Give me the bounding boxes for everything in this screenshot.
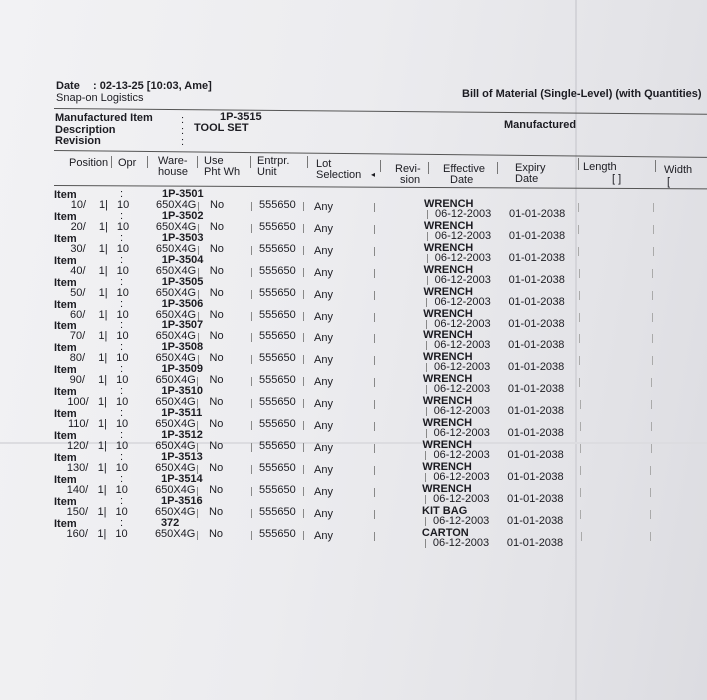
effective-date: 06-12-2003 [433, 514, 490, 527]
opr-value: 10 [116, 308, 129, 321]
unit-value: 555650 [259, 264, 296, 277]
opr-value: 10 [115, 505, 128, 518]
use-value: No [209, 330, 224, 343]
lot-value: Any [314, 376, 333, 389]
position-text: 130/ [66, 461, 89, 474]
position-text: 40/ [70, 264, 86, 277]
opr-value: 10 [115, 461, 128, 474]
effective-date: 06-12-2003 [433, 449, 490, 462]
effective-date: 06-12-2003 [434, 295, 491, 308]
item-number: 1P-3514 [161, 472, 203, 485]
col-sep [147, 156, 148, 168]
type-label: Manufactured [504, 119, 577, 131]
component-description: WRENCH [423, 329, 473, 342]
lot-value: Any [314, 354, 333, 367]
unit-value: 555650 [259, 220, 296, 233]
cell-separator [251, 224, 252, 233]
component-description: WRENCH [423, 263, 474, 276]
cell-separator [303, 377, 304, 386]
col-lot-1: Lot [316, 158, 332, 170]
col-sep [578, 158, 579, 170]
col-use-1: Use [204, 155, 224, 167]
component-description: WRENCH [423, 219, 474, 232]
item-label: Item [54, 429, 77, 442]
item-colon: : [120, 516, 124, 529]
expiry-date: 01-01-2038 [508, 361, 565, 374]
use-value: No [209, 483, 224, 496]
item-number: 1P-3508 [161, 341, 204, 354]
lot-value: Any [314, 266, 333, 279]
item-number: 1P-3507 [161, 319, 204, 332]
cell-separator [303, 333, 304, 342]
use-value: No [209, 308, 224, 321]
position-text: 90/ [69, 374, 85, 387]
effective-date: 06-12-2003 [435, 208, 492, 220]
item-number: 1P-3502 [161, 209, 204, 222]
item-colon: : [120, 407, 124, 419]
description-label: Description [55, 124, 116, 136]
col-warehouse-2: house [158, 166, 188, 178]
cell-separator [303, 443, 304, 452]
component-description: CARTON [421, 526, 469, 539]
item-colon: : [120, 341, 124, 354]
date-value: : 02-13-25 [10:03, Ame] [93, 80, 212, 92]
use-value: No [209, 374, 224, 387]
warehouse-value: 650X4G [155, 439, 196, 452]
position-text: 20/ [70, 220, 86, 233]
item-colon: : [120, 385, 124, 398]
item-label: Item [54, 386, 77, 399]
lot-value: Any [314, 332, 333, 345]
expiry-date: 01-01-2038 [506, 536, 564, 549]
position-text: 150/ [66, 505, 89, 518]
company-name: Snap-on Logistics [56, 92, 144, 104]
lot-value: Any [314, 222, 333, 235]
unit-value: 555650 [259, 242, 296, 255]
cell-separator [303, 531, 304, 540]
col-sep [428, 162, 429, 174]
seq-value: 1| [98, 220, 108, 233]
item-number: 1P-3516 [161, 494, 203, 507]
item-number: 372 [160, 516, 180, 529]
effective-date: 06-12-2003 [433, 383, 491, 396]
expiry-date: 01-01-2038 [507, 383, 565, 396]
cell-separator [581, 532, 582, 541]
opr-value: 10 [115, 439, 129, 452]
cell-separator [650, 532, 651, 541]
position-text: 70/ [69, 330, 86, 343]
component-description: WRENCH [422, 373, 473, 386]
item-colon: : [120, 494, 124, 507]
item-number: 1P-3513 [161, 450, 203, 463]
item-label: Item [54, 232, 77, 245]
item-number: 1P-3506 [161, 297, 204, 310]
use-value: No [208, 527, 223, 540]
cell-separator [303, 355, 304, 364]
seq-value: 1| [98, 374, 108, 387]
component-description: WRENCH [422, 439, 472, 452]
effective-date: 06-12-2003 [433, 405, 491, 418]
header-rule-bottom [54, 150, 707, 158]
expiry-date: 01-01-2038 [507, 471, 564, 483]
effective-date: 06-12-2003 [434, 317, 491, 330]
warehouse-value: 650X4G [154, 527, 196, 540]
seq-value: 1| [97, 439, 107, 452]
opr-value: 10 [116, 374, 129, 387]
cell-separator [251, 399, 252, 408]
cell-separator [303, 421, 304, 430]
col-revision-1: Revi- [395, 163, 421, 175]
opr-value: 10 [115, 483, 128, 496]
component-description: WRENCH [424, 198, 474, 210]
item-colon: : [120, 450, 124, 463]
lot-value: Any [314, 244, 333, 257]
col-expiry-1: Expiry [515, 162, 546, 174]
colon-1: : [181, 114, 185, 126]
seq-value: 1| [98, 286, 108, 299]
cell-separator [251, 246, 252, 255]
effective-date: 06-12-2003 [434, 361, 491, 374]
col-length: Length [583, 161, 617, 173]
component-description: WRENCH [422, 482, 472, 495]
cell-separator [303, 224, 304, 233]
cell-separator [197, 531, 198, 540]
unit-value: 555650 [259, 527, 296, 540]
expiry-date: 01-01-2038 [508, 339, 565, 352]
col-sep [197, 156, 198, 168]
unit-value: 555650 [259, 461, 296, 474]
position-text: 30/ [70, 242, 86, 255]
effective-date: 06-12-2003 [434, 273, 491, 286]
unit-value: 555650 [259, 374, 296, 387]
cell-separator [251, 465, 252, 474]
seq-value: 1| [97, 527, 107, 540]
expiry-date: 01-01-2038 [507, 405, 565, 418]
effective-date: 06-12-2003 [432, 536, 490, 549]
opr-value: 10 [116, 242, 130, 255]
lot-value: Any [314, 310, 333, 323]
opr-value: 10 [116, 264, 129, 277]
col-warehouse-1: Ware- [158, 155, 188, 167]
lot-value: Any [314, 464, 333, 476]
component-description: WRENCH [422, 461, 472, 473]
item-colon: : [120, 428, 124, 441]
description-value: TOOL SET [194, 122, 249, 134]
use-value: No [210, 199, 225, 211]
cell-separator [303, 465, 304, 474]
item-label: Item [54, 495, 77, 508]
cell-separator [303, 202, 304, 211]
col-entrpr-1: Entrpr. [257, 155, 290, 167]
col-sep [655, 160, 656, 172]
component-description: WRENCH [423, 351, 473, 364]
seq-value: 1| [98, 330, 108, 343]
col-revision-2: sion [400, 174, 421, 186]
item-label: Item [54, 342, 77, 355]
cell-separator [251, 443, 252, 452]
position-text: 60/ [70, 308, 86, 321]
cell-separator [251, 202, 252, 211]
seq-value: 1| [99, 199, 108, 211]
warehouse-value: 650X4G [155, 264, 197, 277]
expiry-date: 01-01-2038 [508, 251, 565, 264]
use-value: No [209, 352, 224, 365]
item-number: 1P-3505 [161, 275, 204, 288]
unit-value: 555650 [259, 330, 296, 343]
lot-value: Any [314, 529, 333, 542]
component-description: WRENCH [422, 395, 473, 408]
date-label: Date [56, 80, 80, 92]
col-sep [111, 156, 112, 168]
col-expiry-2: Date [515, 173, 539, 185]
warehouse-value: 650X4G [155, 242, 197, 255]
opr-value: 10 [116, 220, 130, 233]
expiry-date: 01-01-2038 [508, 273, 565, 286]
cell-separator [303, 487, 304, 496]
cell-separator [303, 246, 304, 255]
cell-separator [425, 539, 426, 548]
col-lot-marker: ◂ [371, 170, 376, 179]
item-number: 1P-3509 [161, 363, 204, 376]
seq-value: 1| [98, 352, 108, 365]
component-description: WRENCH [423, 307, 473, 320]
cell-separator [251, 333, 252, 342]
item-label: Item [54, 189, 77, 201]
cell-separator [303, 290, 304, 299]
item-number: 1P-3501 [162, 188, 204, 200]
effective-date: 06-12-2003 [434, 229, 492, 242]
warehouse-value: 650X4G [155, 483, 196, 496]
effective-date: 06-12-2003 [433, 492, 490, 505]
item-colon: : [120, 188, 124, 200]
use-value: No [209, 220, 224, 233]
col-width: Width [664, 164, 693, 176]
warehouse-value: 650X4G [155, 461, 196, 474]
cell-separator [251, 421, 252, 430]
item-number: 1P-3503 [161, 231, 204, 244]
item-colon: : [120, 253, 124, 266]
unit-value: 555650 [259, 483, 296, 496]
item-number: 1P-3512 [161, 428, 203, 441]
warehouse-value: 650X4G [155, 418, 196, 430]
unit-value: 555650 [259, 396, 296, 409]
expiry-date: 01-01-2038 [509, 208, 566, 220]
lot-value: Any [314, 288, 333, 301]
effective-date: 06-12-2003 [434, 251, 491, 264]
opr-value: 10 [116, 396, 129, 409]
seq-value: 1| [98, 242, 108, 255]
item-label: Item [54, 451, 77, 464]
item-label: Item [54, 210, 77, 223]
expiry-date: 01-01-2038 [507, 514, 564, 527]
opr-value: 10 [117, 199, 130, 211]
expiry-date: 01-01-2038 [507, 427, 564, 440]
lot-value: Any [314, 485, 333, 498]
item-label: Item [54, 408, 77, 420]
expiry-date: 01-01-2038 [507, 492, 564, 505]
item-number: 1P-3510 [161, 385, 203, 398]
colon-2: : [181, 125, 185, 137]
col-position: Position [69, 157, 109, 169]
cell-separator [303, 312, 304, 321]
seq-value: 1| [98, 308, 108, 321]
manufactured-item-label: Manufactured Item [55, 112, 153, 124]
expiry-date: 01-01-2038 [508, 229, 566, 242]
position-text: 110/ [68, 418, 89, 430]
seq-value: 1| [98, 396, 108, 409]
position-text: 10/ [70, 199, 86, 211]
item-colon: : [120, 319, 124, 332]
effective-date: 06-12-2003 [434, 339, 491, 352]
col-use-2: Pht Wh [204, 166, 241, 178]
cell-separator [374, 532, 375, 541]
warehouse-value: 650X4G [155, 330, 196, 343]
manufactured-item-value: 1P-3515 [220, 111, 262, 123]
position-text: 140/ [66, 483, 89, 496]
col-sep [497, 162, 498, 174]
colon-3: : [181, 136, 185, 148]
unit-value: 555650 [259, 418, 296, 430]
component-description: WRENCH [423, 241, 474, 254]
cell-separator [197, 509, 198, 518]
use-value: No [209, 418, 224, 430]
col-width-bracket: [ [667, 176, 671, 188]
position-text: 160/ [66, 527, 88, 540]
opr-value: 10 [116, 286, 129, 299]
table-row [0, 516, 707, 549]
seq-value: 1| [98, 264, 108, 277]
item-label: Item [54, 517, 77, 530]
position-text: 50/ [70, 286, 86, 299]
use-value: No [209, 242, 224, 255]
warehouse-value: 650X4G [156, 199, 197, 211]
seq-value: 1| [97, 418, 107, 430]
report-title: Bill of Material (Single-Level) (with Quantities) [462, 88, 702, 100]
cell-separator [251, 290, 252, 299]
item-colon: : [120, 472, 124, 485]
item-label: Item [54, 254, 77, 267]
revision-label: Revision [55, 135, 101, 147]
use-value: No [209, 439, 224, 452]
position-text: 80/ [69, 352, 86, 365]
item-colon: : [120, 231, 124, 244]
cell-separator [251, 355, 252, 364]
col-sep [250, 156, 251, 168]
col-opr: Opr [118, 157, 137, 169]
cell-separator [251, 377, 252, 386]
use-value: No [209, 505, 224, 518]
item-colon: : [120, 275, 124, 288]
unit-value: 555650 [259, 439, 296, 452]
expiry-date: 01-01-2038 [508, 317, 565, 330]
use-value: No [209, 461, 224, 474]
item-number: 1P-3511 [161, 407, 203, 419]
item-colon: : [120, 297, 124, 310]
warehouse-value: 650X4G [155, 352, 196, 365]
component-description: WRENCH [422, 417, 473, 430]
opr-value: 10 [116, 352, 129, 365]
item-colon: : [120, 209, 124, 222]
opr-value: 10 [115, 527, 128, 540]
opr-value: 10 [116, 330, 129, 343]
item-label: Item [54, 276, 77, 289]
position-text: 120/ [67, 439, 89, 452]
cell-separator [251, 487, 252, 496]
lot-value: Any [314, 507, 333, 520]
seq-value: 1| [97, 505, 107, 518]
unit-value: 555650 [259, 308, 296, 321]
warehouse-value: 650X4G [155, 396, 196, 409]
col-effective-1: Effective [443, 163, 485, 175]
warehouse-value: 650X4G [155, 374, 196, 387]
item-label: Item [54, 473, 77, 486]
component-description: KIT BAG [422, 504, 468, 517]
item-colon: : [120, 363, 124, 376]
unit-value: 555650 [259, 505, 296, 518]
cell-separator [251, 509, 252, 518]
cell-separator [303, 399, 304, 408]
expiry-date: 01-01-2038 [508, 295, 565, 308]
unit-value: 555650 [259, 352, 296, 365]
position-text: 100/ [67, 396, 89, 409]
lot-value: Any [314, 201, 333, 213]
warehouse-value: 650X4G [155, 286, 197, 299]
col-lot-2: Selection [316, 169, 362, 181]
component-description: WRENCH [423, 285, 473, 298]
seq-value: 1| [97, 483, 107, 496]
use-value: No [209, 396, 224, 409]
use-value: No [209, 286, 224, 299]
cell-separator [303, 268, 304, 277]
lot-value: Any [314, 442, 333, 455]
seq-value: 1| [97, 461, 107, 474]
warehouse-value: 650X4G [155, 505, 196, 518]
use-value: No [209, 264, 224, 277]
item-number: 1P-3504 [161, 253, 204, 266]
col-entrpr-2: Unit [257, 166, 277, 178]
expiry-date: 01-01-2038 [507, 449, 564, 462]
cell-separator [251, 531, 252, 540]
unit-value: 555650 [259, 199, 296, 211]
col-sep [380, 160, 381, 172]
col-effective-2: Date [450, 174, 474, 186]
lot-value: Any [314, 398, 333, 411]
lot-value: Any [314, 420, 333, 433]
cell-separator [251, 312, 252, 321]
warehouse-value: 650X4G [155, 308, 197, 321]
cell-separator [303, 509, 304, 518]
effective-date: 06-12-2003 [433, 471, 490, 483]
col-sep [307, 156, 308, 168]
effective-date: 06-12-2003 [433, 427, 490, 440]
item-label: Item [54, 298, 77, 311]
opr-value: 10 [115, 418, 129, 430]
item-label: Item [54, 320, 77, 333]
warehouse-value: 650X4G [155, 220, 197, 233]
cell-separator [251, 268, 252, 277]
unit-value: 555650 [259, 286, 296, 299]
col-length-brackets: [ ] [612, 173, 622, 185]
item-label: Item [54, 364, 77, 377]
